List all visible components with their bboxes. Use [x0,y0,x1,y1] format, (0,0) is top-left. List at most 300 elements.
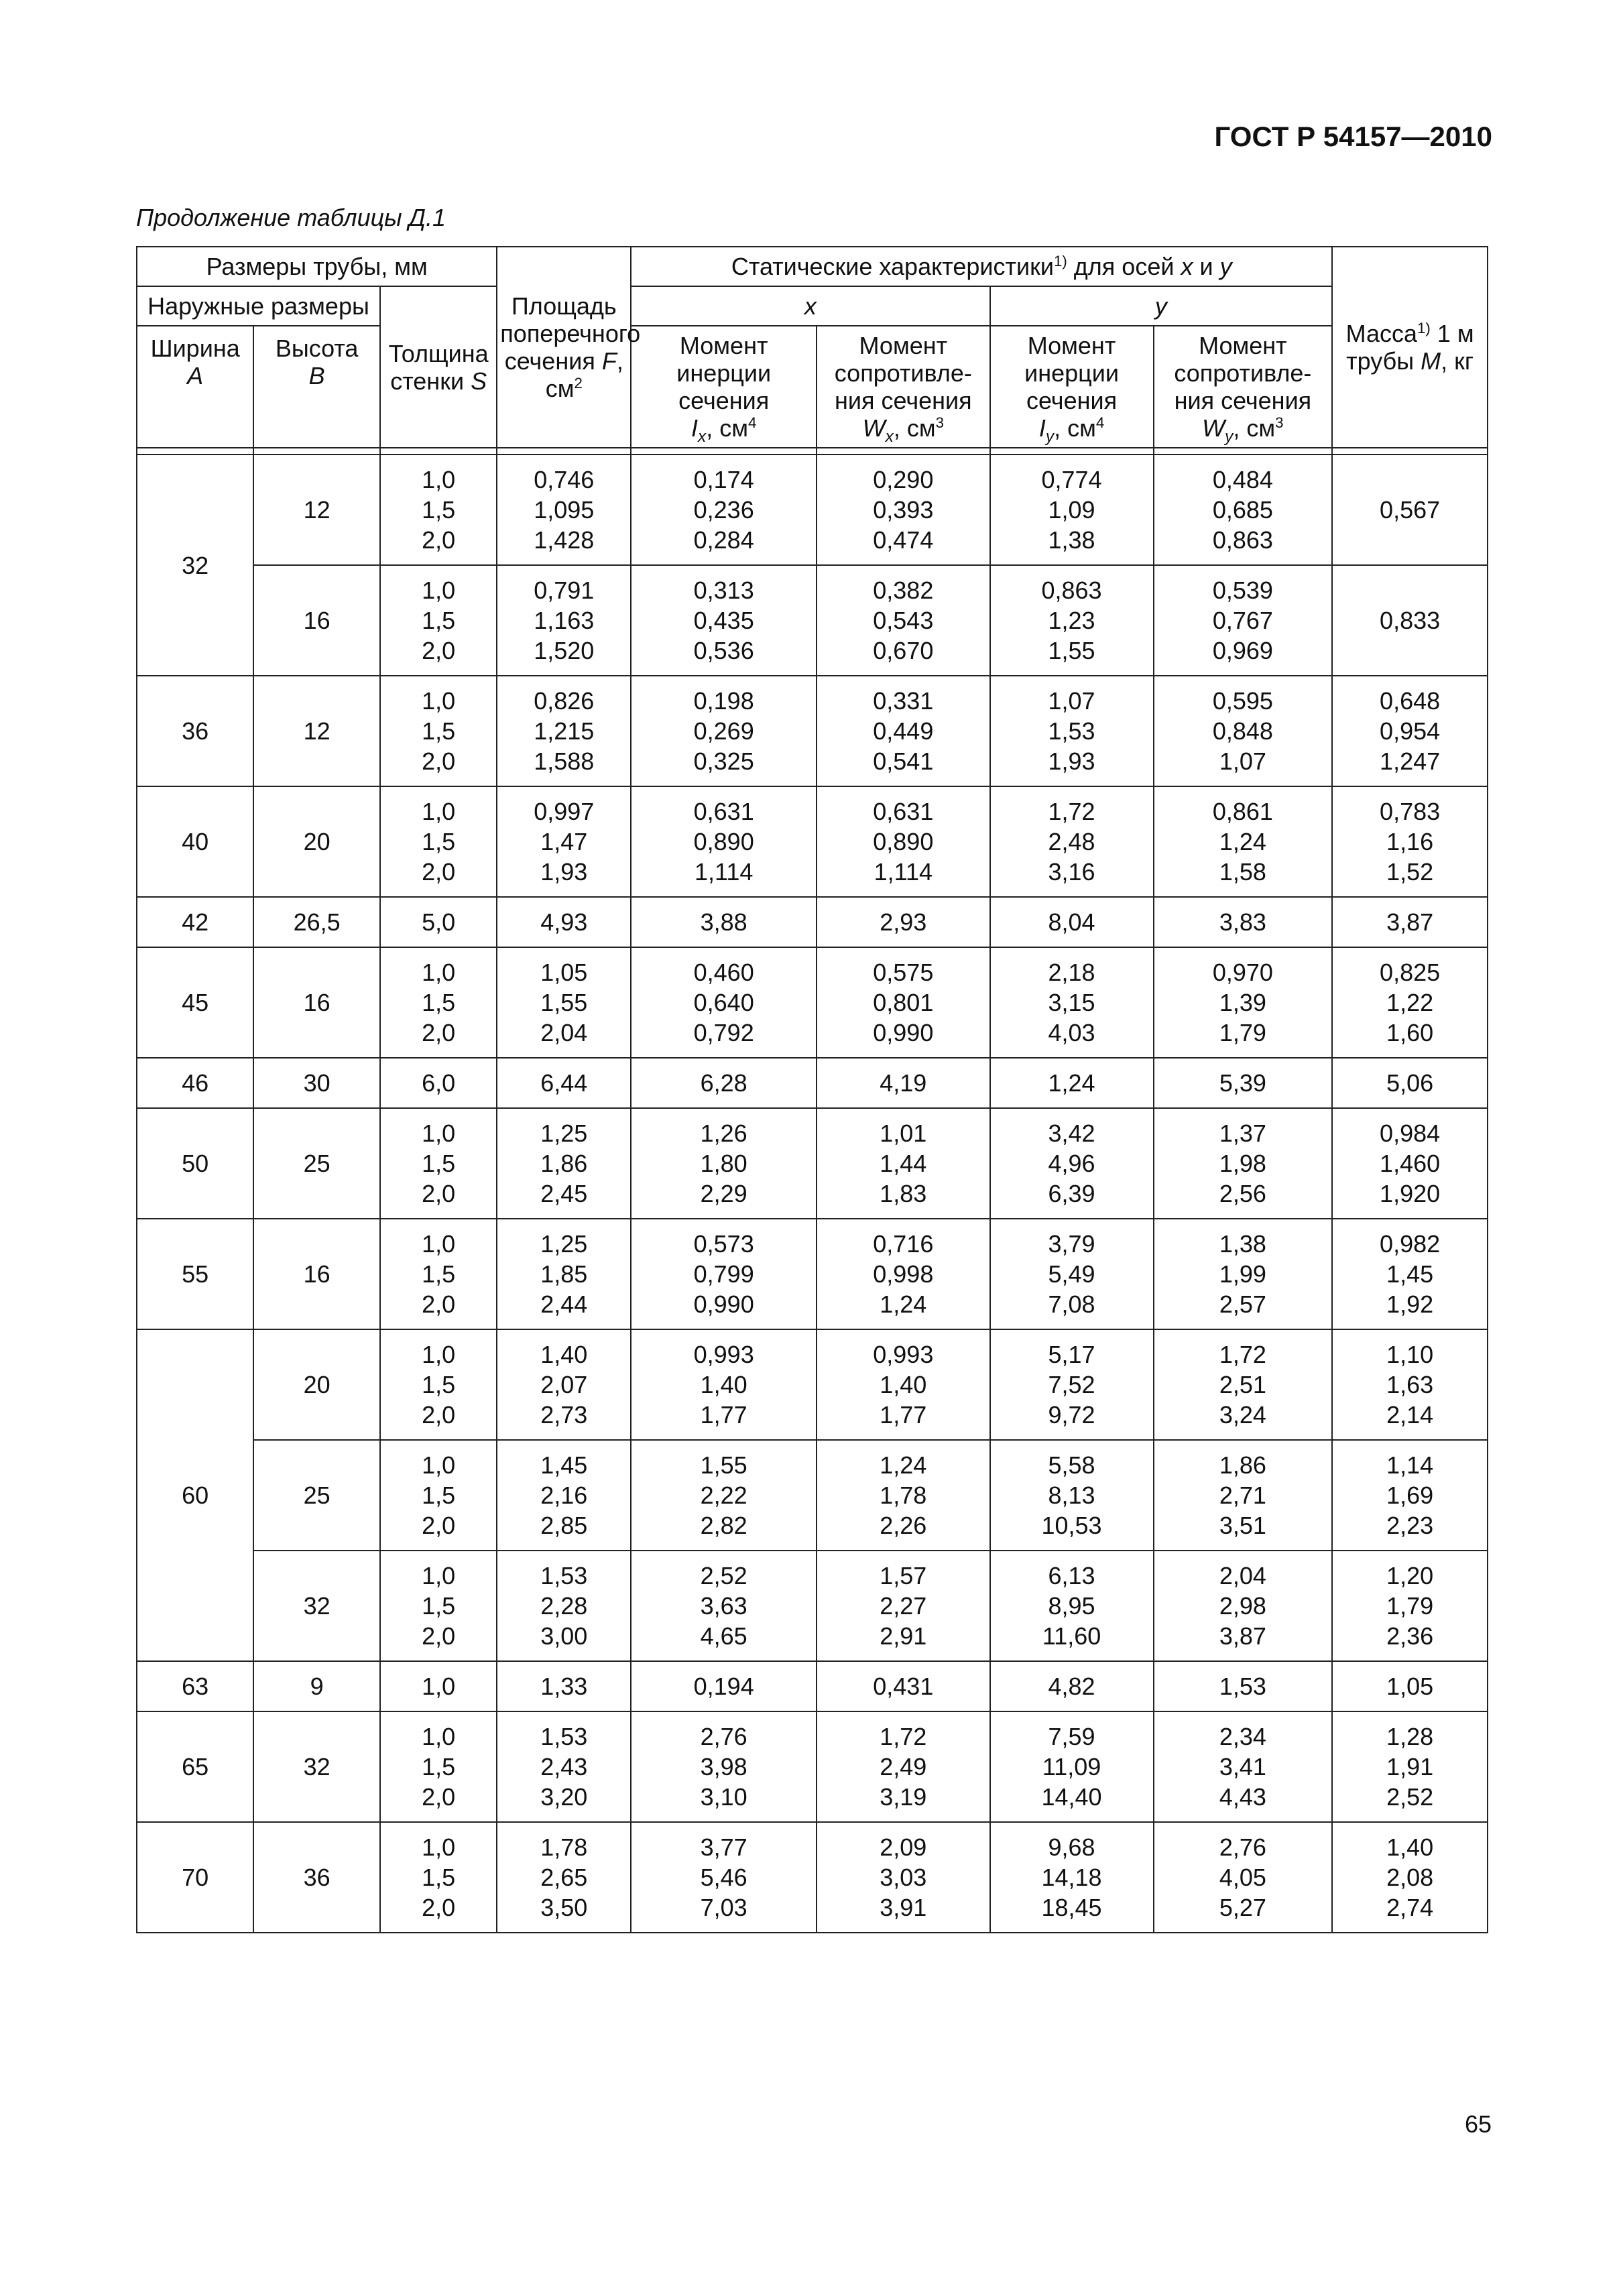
cell-value: 0,631 [873,798,934,826]
cell-value: 2,0 [422,637,456,665]
cell-value: 2,49 [880,1753,927,1781]
cell-m [1332,1108,1488,1219]
cell-value: 0,990 [873,1019,934,1047]
cell-value: 3,24 [1219,1401,1266,1429]
cell-value: 6,13 [1048,1562,1095,1590]
cell-value: 0,863 [1041,577,1102,605]
cell-value: 3,63 [700,1592,747,1620]
cell-value: 2,0 [422,747,456,776]
cell-value: 1,0 [422,1230,456,1258]
cell-value: 0,826 [534,687,595,715]
cell-height-b: 32 [253,1551,380,1661]
cell-m [1332,1440,1488,1551]
cell-value: 1,58 [1219,858,1266,886]
cell-value: 0,393 [873,496,934,524]
cell-value: 1,05 [1386,1673,1434,1701]
cell-value: 0,783 [1380,798,1441,826]
cell-iy [990,1711,1154,1822]
cell-value: 1,52 [1386,858,1434,886]
cell-s [380,1108,497,1219]
cell-m [1332,786,1488,897]
cell-value: 0,648 [1380,687,1441,715]
cell-value: 1,77 [880,1401,927,1429]
cell-width-a: 32 [137,455,253,676]
cell-m [1332,676,1488,786]
cell-width-a: 46 [137,1058,253,1108]
cell-wx [817,947,989,1058]
cell-value: 2,93 [880,908,927,936]
cell-height-b: 16 [253,1219,380,1329]
cell-value: 0,313 [693,577,754,605]
cell-ix [631,947,817,1058]
cell-ix [631,1711,817,1822]
table-row [137,947,1488,1058]
table-row [137,1711,1488,1822]
cell-value: 0,716 [873,1230,934,1258]
cell-value: 0,791 [534,577,595,605]
cell-value: 0,325 [693,747,754,776]
cell-value: 1,85 [540,1260,588,1288]
cell-m [1332,1711,1488,1822]
cell-value: 1,5 [422,1864,456,1892]
cell-wx [817,1058,989,1108]
cell-value: 0,833 [1380,607,1441,635]
cell-value: 0,449 [873,717,934,745]
cell-width-a: 40 [137,786,253,897]
cell-wy [1154,1822,1333,1933]
cell-iy [990,455,1154,565]
cell-value: 0,174 [693,466,754,494]
cell-m [1332,1058,1488,1108]
cell-value: 6,28 [700,1069,747,1097]
cell-value: 2,43 [540,1753,588,1781]
cell-value: 0,460 [693,959,754,987]
cell-value: 1,69 [1386,1482,1434,1510]
cell-width-a: 45 [137,947,253,1058]
cell-m [1332,1219,1488,1329]
cell-value: 1,28 [1386,1723,1434,1751]
cell-f [497,1551,631,1661]
cell-value: 0,567 [1380,496,1441,524]
cell-value: 2,14 [1386,1401,1434,1429]
cell-value: 1,25 [540,1120,588,1148]
cell-ix [631,1440,817,1551]
cell-value: 1,520 [534,637,595,665]
cell-value: 8,95 [1048,1592,1095,1620]
cell-value: 1,60 [1386,1019,1434,1047]
cell-height-b: 9 [253,1661,380,1711]
cell-value: 2,04 [540,1019,588,1047]
cell-width-a: 42 [137,897,253,947]
cell-value: 3,00 [540,1622,588,1650]
cell-s [380,1711,497,1822]
cell-value: 1,38 [1048,526,1095,554]
cell-value: 1,44 [880,1150,927,1178]
table-head [137,247,1488,455]
cell-ix [631,676,817,786]
head-wy: Момент сопротивле- ния сечения $W_y$, $см^3$ [1154,326,1333,448]
table-caption: Продолжение таблицы Д.1 [136,204,446,231]
cell-value: 1,20 [1386,1562,1434,1590]
head-wx: Момент сопротивле- ния сечения $W_x$, $см^3$ [817,326,989,448]
head-axis-x: x [631,286,989,326]
cell-m [1332,897,1488,947]
cell-value: 1,57 [880,1562,927,1590]
cell-wx [817,1329,989,1440]
cell-value: 1,91 [1386,1753,1434,1781]
cell-wy [1154,1711,1333,1822]
cell-value: 2,29 [700,1180,747,1208]
cell-iy [990,1661,1154,1711]
head-area: Площадь поперечного сечения F, $см^2$ [497,247,631,448]
cell-value: 0,825 [1380,959,1441,987]
cell-value: 18,45 [1041,1894,1102,1922]
cell-height-b: 25 [253,1108,380,1219]
cell-value: 1,93 [1048,747,1095,776]
cell-value: 2,0 [422,526,456,554]
cell-value: 2,0 [422,1894,456,1922]
cell-s [380,897,497,947]
cell-ix [631,1058,817,1108]
cell-value: 1,16 [1386,828,1434,856]
cell-value: 3,16 [1048,858,1095,886]
table-row [137,1219,1488,1329]
cell-value: 0,997 [534,798,595,826]
cell-value: 11,60 [1042,1622,1101,1650]
cell-value: 0,431 [873,1673,934,1701]
cell-value: 3,15 [1048,989,1095,1017]
cell-value: 6,0 [422,1069,456,1097]
cell-value: 2,71 [1219,1482,1266,1510]
cell-wx [817,1219,989,1329]
cell-value: 4,82 [1048,1673,1095,1701]
cell-iy [990,786,1154,897]
cell-value: 1,09 [1048,496,1095,524]
cell-value: 0,539 [1212,577,1273,605]
cell-value: 2,56 [1219,1180,1266,1208]
cell-ix [631,1661,817,1711]
cell-value: 2,16 [540,1482,588,1510]
cell-height-b: 12 [253,455,380,565]
cell-value: 1,163 [534,607,595,635]
cell-value: 0,801 [873,989,934,1017]
table-row [137,565,1488,676]
cell-value: 1,5 [422,1482,456,1510]
cell-value: 0,969 [1212,637,1273,665]
cell-m [1332,455,1488,565]
cell-value: 1,428 [534,526,595,554]
cell-value: 2,0 [422,1512,456,1540]
table-row [137,1108,1488,1219]
cell-wx [817,1661,989,1711]
cell-iy [990,1219,1154,1329]
cell-value: 1,33 [540,1673,588,1701]
cell-value: 0,284 [693,526,754,554]
cell-s [380,786,497,897]
cell-m [1332,1661,1488,1711]
cell-value: 4,93 [540,908,588,936]
cell-f [497,1440,631,1551]
cell-value: 4,65 [700,1622,747,1650]
cell-value: 14,18 [1041,1864,1102,1892]
cell-height-b: 20 [253,1329,380,1440]
cell-s [380,1661,497,1711]
table-row [137,1058,1488,1108]
cell-value: 0,269 [693,717,754,745]
cell-value: 2,51 [1219,1371,1266,1399]
table-row [137,786,1488,897]
cell-value: 2,07 [540,1371,588,1399]
cell-value: 9,72 [1048,1401,1095,1429]
cell-value: 2,52 [1386,1783,1434,1811]
cell-value: 1,0 [422,1120,456,1148]
cell-value: 0,685 [1212,496,1273,524]
cell-value: 9,68 [1048,1833,1095,1862]
cell-value: 1,5 [422,828,456,856]
cell-wx [817,1551,989,1661]
cell-f [497,1108,631,1219]
cell-value: 0,767 [1212,607,1273,635]
cell-value: 5,06 [1386,1069,1434,1097]
cell-value: 1,0 [422,959,456,987]
cell-value: 0,774 [1041,466,1102,494]
cell-value: 3,91 [880,1894,927,1922]
cell-value: 4,03 [1048,1019,1095,1047]
head-outer-sizes: Наружные размеры [137,286,380,326]
cell-value: 0,382 [873,577,934,605]
cell-value: 1,99 [1219,1260,1266,1288]
cell-value: 1,24 [1048,1069,1095,1097]
cell-value: 0,595 [1212,687,1273,715]
cell-value: 1,86 [540,1150,588,1178]
cell-value: 0,236 [693,496,754,524]
cell-value: 1,5 [422,1592,456,1620]
cell-iy [990,1329,1154,1440]
cell-s [380,455,497,565]
cell-width-a: 60 [137,1329,253,1661]
cell-height-b: 12 [253,676,380,786]
cell-value: 1,05 [540,959,588,987]
cell-wy [1154,1551,1333,1661]
cell-value: 1,460 [1380,1150,1441,1178]
cell-value: 0,474 [873,526,934,554]
cell-height-b: 25 [253,1440,380,1551]
cell-value: 1,24 [880,1451,927,1479]
cell-value: 1,920 [1380,1180,1441,1208]
cell-ix [631,1551,817,1661]
cell-iy [990,565,1154,676]
cell-value: 3,77 [700,1833,747,1862]
cell-value: 5,49 [1048,1260,1095,1288]
head-mass: Масса$^{1)}$ 1 м трубы M, кг [1332,247,1488,448]
cell-value: 5,27 [1219,1894,1266,1922]
cell-width-a: 65 [137,1711,253,1822]
cell-f [497,1822,631,1933]
cell-value: 0,990 [693,1290,754,1319]
cell-height-b: 36 [253,1822,380,1933]
cell-value: 1,0 [422,798,456,826]
cell-value: 0,435 [693,607,754,635]
cell-f [497,786,631,897]
cell-value: 0,984 [1380,1120,1441,1148]
cell-value: 1,78 [540,1833,588,1862]
cell-value: 2,44 [540,1290,588,1319]
cell-value: 0,993 [693,1341,754,1369]
cell-value: 2,09 [880,1833,927,1862]
cell-value: 1,114 [874,858,933,886]
cell-value: 0,484 [1212,466,1273,494]
cell-ix [631,565,817,676]
cell-value: 1,39 [1219,989,1266,1017]
cell-value: 2,36 [1386,1622,1434,1650]
cell-width-a: 36 [137,676,253,786]
cell-value: 1,22 [1386,989,1434,1017]
cell-iy [990,1058,1154,1108]
cell-value: 3,98 [700,1753,747,1781]
cell-height-b: 30 [253,1058,380,1108]
cell-wy [1154,676,1333,786]
cell-value: 1,55 [700,1451,747,1479]
cell-ix [631,1219,817,1329]
cell-value: 2,85 [540,1512,588,1540]
cell-value: 2,45 [540,1180,588,1208]
cell-value: 0,640 [693,989,754,1017]
table-row [137,455,1488,565]
cell-value: 1,26 [700,1120,747,1148]
head-pipe-sizes: Размеры трубы, мм [137,247,497,286]
cell-value: 2,26 [880,1512,927,1540]
cell-wy [1154,1329,1333,1440]
cell-value: 2,91 [880,1622,927,1650]
cell-value: 2,57 [1219,1290,1266,1319]
cell-value: 1,78 [880,1482,927,1510]
cell-value: 1,72 [1048,798,1095,826]
cell-value: 2,18 [1048,959,1095,987]
cell-value: 2,22 [700,1482,747,1510]
cell-value: 3,88 [700,908,747,936]
cell-value: 0,993 [873,1341,934,1369]
cell-value: 1,25 [540,1230,588,1258]
cell-value: 2,82 [700,1512,747,1540]
cell-s [380,947,497,1058]
cell-value: 1,37 [1219,1120,1266,1148]
cell-value: 1,24 [880,1290,927,1319]
cell-value: 7,08 [1048,1290,1095,1319]
cell-iy [990,676,1154,786]
cell-value: 1,5 [422,1260,456,1288]
cell-wy [1154,1058,1333,1108]
cell-value: 0,573 [693,1230,754,1258]
cell-s [380,1551,497,1661]
cell-value: 1,5 [422,1371,456,1399]
cell-m [1332,1822,1488,1933]
cell-s [380,1058,497,1108]
table-row [137,1551,1488,1661]
cell-wx [817,1108,989,1219]
cell-value: 2,0 [422,1290,456,1319]
cell-m [1332,1329,1488,1440]
cell-value: 3,41 [1219,1753,1266,1781]
cell-ix [631,1329,817,1440]
cell-height-b: 16 [253,565,380,676]
cell-value: 1,5 [422,989,456,1017]
cell-value: 2,76 [1219,1833,1266,1862]
head-iy: Момент инерции сечения $I_y$, $см^4$ [990,326,1154,448]
cell-value: 1,63 [1386,1371,1434,1399]
cell-iy [990,1551,1154,1661]
cell-value: 0,194 [693,1673,754,1701]
cell-wy [1154,897,1333,947]
cell-wy [1154,1219,1333,1329]
cell-value: 1,53 [1219,1673,1266,1701]
cell-value: 2,0 [422,1622,456,1650]
cell-value: 1,247 [1380,747,1441,776]
cell-value: 2,0 [422,858,456,886]
cell-iy [990,947,1154,1058]
cell-height-b: 16 [253,947,380,1058]
cell-value: 2,74 [1386,1894,1434,1922]
cell-value: 2,73 [540,1401,588,1429]
cell-value: 2,48 [1048,828,1095,856]
cell-wy [1154,1440,1333,1551]
cell-value: 3,87 [1219,1622,1266,1650]
head-static-characteristics: Статические характеристики$^{1)}$ для осей x и y [631,247,1332,286]
cell-wx [817,786,989,897]
cell-value: 1,5 [422,1753,456,1781]
cell-value: 1,0 [422,1451,456,1479]
cell-width-a: 50 [137,1108,253,1219]
cell-f [497,1329,631,1440]
cell-value: 1,72 [880,1723,927,1751]
cell-value: 10,53 [1041,1512,1102,1540]
cell-value: 5,17 [1048,1341,1095,1369]
cell-wy [1154,455,1333,565]
cell-value: 1,0 [422,1833,456,1862]
cell-value: 1,86 [1219,1451,1266,1479]
cell-height-b: 32 [253,1711,380,1822]
table-row [137,676,1488,786]
cell-width-a: 55 [137,1219,253,1329]
cell-value: 1,55 [1048,637,1095,665]
cell-value: 1,40 [1386,1833,1434,1862]
cell-value: 1,53 [540,1562,588,1590]
cell-value: 1,0 [422,466,456,494]
cell-value: 1,07 [1048,687,1095,715]
head-axis-y: y [990,286,1333,326]
cell-wx [817,1822,989,1933]
cell-value: 2,98 [1219,1592,1266,1620]
cell-value: 1,23 [1048,607,1095,635]
cell-f [497,1219,631,1329]
cell-value: 3,19 [880,1783,927,1811]
cell-value: 6,39 [1048,1180,1095,1208]
cell-value: 1,93 [540,858,588,886]
cell-f [497,676,631,786]
cell-iy [990,1108,1154,1219]
cell-value: 0,799 [693,1260,754,1288]
cell-value: 1,215 [534,717,595,745]
cell-value: 3,03 [880,1864,927,1892]
cell-value: 1,40 [880,1371,927,1399]
cell-value: 2,23 [1386,1512,1434,1540]
cell-f [497,897,631,947]
cell-value: 1,0 [422,687,456,715]
cell-value: 1,83 [880,1180,927,1208]
cell-height-b: 26,5 [253,897,380,947]
cell-value: 1,53 [540,1723,588,1751]
cell-value: 4,96 [1048,1150,1095,1178]
cell-wy [1154,565,1333,676]
